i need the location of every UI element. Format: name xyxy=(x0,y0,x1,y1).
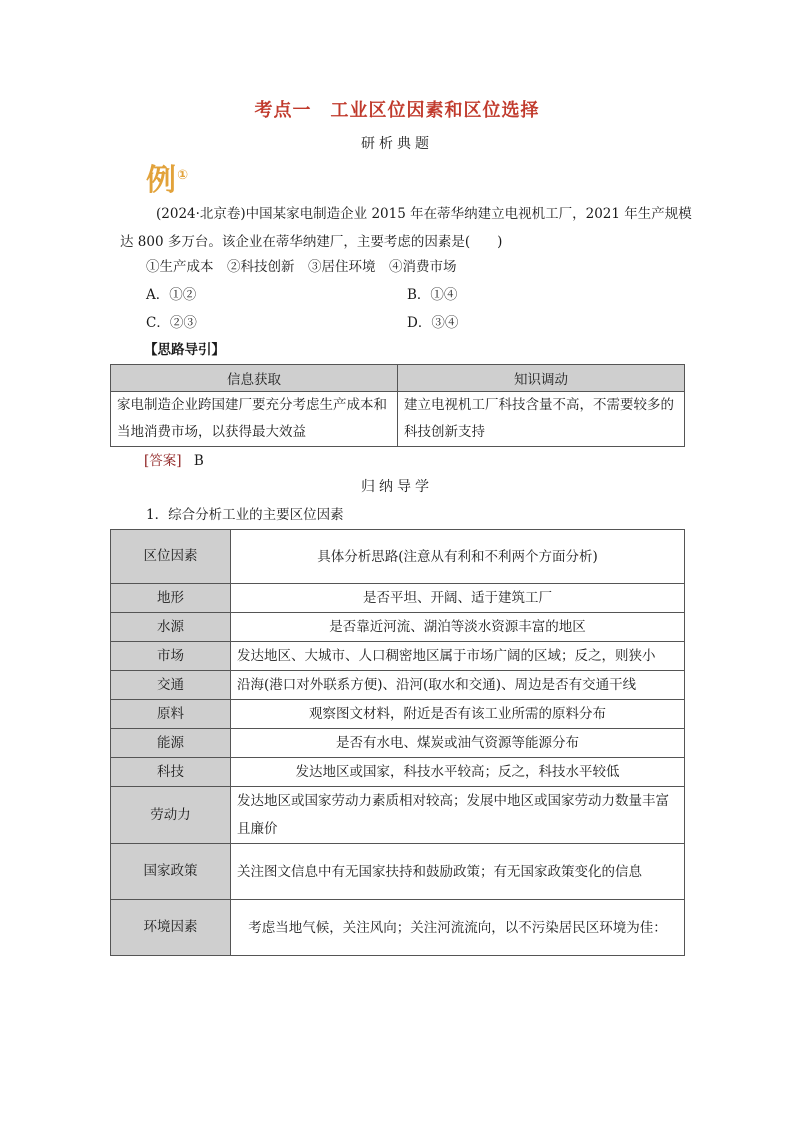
factor-table xyxy=(110,529,685,956)
factor-header-label: 区位因素 xyxy=(111,530,231,584)
guide-cell-knowledge: 建立电视机工厂科技含量不高，不需要较多的科技创新支持 xyxy=(398,392,685,447)
factor-content: 观察图文材料，附近是否有该工业所需的原料分布 xyxy=(231,700,685,729)
factor-cell: 原料 xyxy=(111,700,231,729)
factor-cell: 科技 xyxy=(111,758,231,787)
example-mark-char: 例 xyxy=(146,163,176,198)
factor-content: 发达地区、大城市、人口稠密地区属于市场广阔的区域；反之，则狭小 xyxy=(231,642,685,671)
guide-table xyxy=(110,364,685,447)
factor-content: 是否靠近河流、湖泊等淡水资源丰富的地区 xyxy=(231,613,685,642)
factor-content: 考虑当地气候，关注风向；关注河流流向，以不污染居民区环境为佳： xyxy=(231,900,685,956)
factor-cell: 交通 xyxy=(111,671,231,700)
guide-cell-info: 家电制造企业跨国建厂要充分考虑生产成本和当地消费市场，以获得最大效益 xyxy=(111,392,398,447)
choice-a: A．①② xyxy=(146,287,197,303)
item-heading: 1．综合分析工业的主要区位因素 xyxy=(146,507,344,523)
factor-cell: 地形 xyxy=(111,584,231,613)
factor-content: 发达地区或国家，科技水平较高；反之，科技水平较低 xyxy=(231,758,685,787)
factor-content: 是否有水电、煤炭或油气资源等能源分布 xyxy=(231,729,685,758)
factor-content: 发达地区或国家劳动力素质相对较高；发展中地区或国家劳动力数量丰富且廉价 xyxy=(231,787,685,844)
factor-cell: 劳动力 xyxy=(111,787,231,844)
answer-label: [答案] xyxy=(144,453,182,469)
factor-content: 关注图文信息中有无国家扶持和鼓励政策；有无国家政策变化的信息 xyxy=(231,844,685,900)
answer xyxy=(144,449,204,469)
example-number: ① xyxy=(177,168,189,183)
question-factors: ①生产成本 ②科技创新 ③居住环境 ④消费市场 xyxy=(146,259,457,275)
guide-header-knowledge: 知识调动 xyxy=(398,365,685,392)
factor-cell: 能源 xyxy=(111,729,231,758)
example-marker xyxy=(146,155,188,199)
choice-c: C．②③ xyxy=(146,315,197,331)
question-text: (2024·北京卷)中国某家电制造企业 2015 年在蒂华纳建立电视机工厂，2021 年生产规模达 800 多万台。该企业在蒂华纳建厂，主要考虑的因素是( ) xyxy=(120,206,692,250)
choice-d: D．③④ xyxy=(407,315,459,331)
factor-cell: 市场 xyxy=(111,642,231,671)
factor-content: 沿海(港口对外联系方便)、沿河(取水和交通)、周边是否有交通干线 xyxy=(231,671,685,700)
section-heading-guina: 归纳导学 xyxy=(361,479,433,495)
factor-cell: 国家政策 xyxy=(111,844,231,900)
factor-header-content: 具体分析思路(注意从有利和不利两个方面分析) xyxy=(231,530,685,584)
page-title: 考点一 工业区位因素和区位选择 xyxy=(254,100,540,121)
hint-title: 【思路导引】 xyxy=(144,342,225,358)
factor-content: 是否平坦、开阔、适于建筑工厂 xyxy=(231,584,685,613)
answer-value: B xyxy=(193,453,204,469)
factor-cell: 环境因素 xyxy=(111,900,231,956)
guide-header-info: 信息获取 xyxy=(111,365,398,392)
section-heading-yanxi: 研析典题 xyxy=(361,136,433,152)
factor-cell: 水源 xyxy=(111,613,231,642)
choice-b: B．①④ xyxy=(407,287,458,303)
